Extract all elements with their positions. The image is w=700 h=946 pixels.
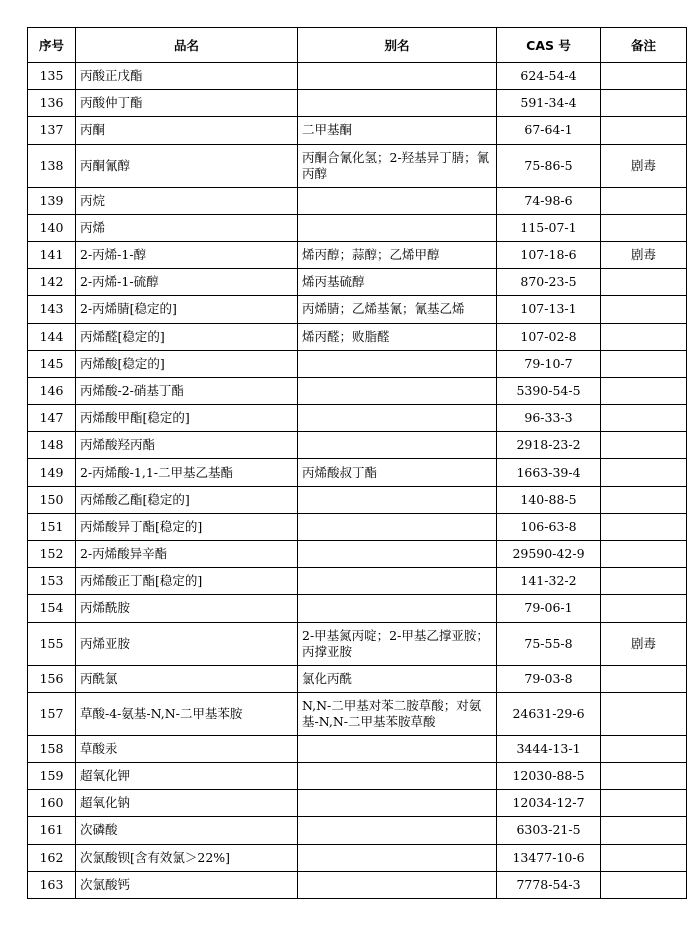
cas-number-cell: 75-55-8 [497,622,601,665]
table-row [28,63,687,90]
alias-cell [298,214,497,241]
alias-cell [298,817,497,844]
alias-cell: 丙烯酸叔丁酯 [298,459,497,486]
remarks-cell [601,432,687,459]
table-row [28,568,687,595]
remarks-cell [601,323,687,350]
serial-no-cell: 162 [28,844,76,871]
alias-cell [298,63,497,90]
serial-no-cell: 151 [28,513,76,540]
product-name-cell: 丙烯醛[稳定的] [76,323,298,350]
table-header-row [28,28,687,63]
cas-number-cell: 115-07-1 [497,214,601,241]
cas-number-cell: 141-32-2 [497,568,601,595]
product-name-cell: 丙烯酸正丁酯[稳定的] [76,568,298,595]
product-name-cell: 次磷酸 [76,817,298,844]
cas-number-cell: 140-88-5 [497,486,601,513]
alias-cell: 二甲基酮 [298,117,497,144]
alias-cell [298,541,497,568]
serial-no-cell: 159 [28,762,76,789]
product-name-cell: 2-丙烯酸-1,1-二甲基乙基酯 [76,459,298,486]
alias-cell: 2-甲基氮丙啶；2-甲基乙撑亚胺；丙撑亚胺 [298,622,497,665]
cas-number-cell: 12030-88-5 [497,762,601,789]
alias-cell [298,432,497,459]
remarks-cell [601,790,687,817]
alias-cell [298,187,497,214]
alias-cell [298,735,497,762]
table-row [28,296,687,323]
serial-no-cell: 157 [28,692,76,735]
table-row [28,269,687,296]
table-row [28,214,687,241]
cas-number-cell: 107-13-1 [497,296,601,323]
cas-number-cell: 106-63-8 [497,513,601,540]
product-name-cell: 丙烯酸-2-硝基丁酯 [76,377,298,404]
product-name-cell: 丙烯 [76,214,298,241]
cas-number-cell: 107-18-6 [497,241,601,268]
product-name-cell: 丙烯酸羟丙酯 [76,432,298,459]
remarks-cell [601,117,687,144]
serial-no-cell: 148 [28,432,76,459]
serial-no-cell: 163 [28,871,76,898]
remarks-cell [601,871,687,898]
cas-number-cell: 12034-12-7 [497,790,601,817]
header-alias: 别名 [298,28,497,63]
table-row [28,762,687,789]
table-row [28,595,687,622]
table-row [28,377,687,404]
alias-cell: 烯丙醇；蒜醇；乙烯甲醇 [298,241,497,268]
alias-cell [298,595,497,622]
remarks-cell [601,541,687,568]
remarks-cell [601,214,687,241]
cas-number-cell: 870-23-5 [497,269,601,296]
serial-no-cell: 155 [28,622,76,665]
alias-cell [298,90,497,117]
cas-number-cell: 3444-13-1 [497,735,601,762]
product-name-cell: 2-丙烯-1-醇 [76,241,298,268]
serial-no-cell: 146 [28,377,76,404]
serial-no-cell: 152 [28,541,76,568]
alias-cell [298,568,497,595]
cas-number-cell: 29590-42-9 [497,541,601,568]
serial-no-cell: 140 [28,214,76,241]
table-row [28,187,687,214]
remarks-cell [601,296,687,323]
remarks-cell [601,90,687,117]
remarks-cell [601,665,687,692]
alias-cell [298,871,497,898]
alias-cell [298,350,497,377]
serial-no-cell: 150 [28,486,76,513]
table-row [28,486,687,513]
cas-number-cell: 24631-29-6 [497,692,601,735]
cas-number-cell: 5390-54-5 [497,377,601,404]
chemical-catalog-table [27,27,687,899]
product-name-cell: 超氧化钠 [76,790,298,817]
alias-cell: 烯丙醛；败脂醛 [298,323,497,350]
alias-cell: 丙烯腈；乙烯基氰；氰基乙烯 [298,296,497,323]
cas-number-cell: 591-34-4 [497,90,601,117]
serial-no-cell: 143 [28,296,76,323]
header-remarks: 备注 [601,28,687,63]
table-row [28,459,687,486]
table-row [28,405,687,432]
remarks-cell [601,568,687,595]
product-name-cell: 丙酮氰醇 [76,144,298,187]
table-row [28,817,687,844]
table-row [28,513,687,540]
product-name-cell: 2-丙烯酸异辛酯 [76,541,298,568]
product-name-cell: 丙酸正戊酯 [76,63,298,90]
cas-number-cell: 74-98-6 [497,187,601,214]
product-name-cell: 丙酮 [76,117,298,144]
cas-number-cell: 6303-21-5 [497,817,601,844]
remarks-cell [601,735,687,762]
table-row [28,144,687,187]
cas-number-cell: 7778-54-3 [497,871,601,898]
remarks-cell [601,844,687,871]
remarks-cell [601,513,687,540]
cas-number-cell: 96-33-3 [497,405,601,432]
alias-cell: 氯化丙酰 [298,665,497,692]
alias-cell [298,762,497,789]
serial-no-cell: 139 [28,187,76,214]
alias-cell [298,486,497,513]
product-name-cell: 丙烯酸异丁酯[稳定的] [76,513,298,540]
serial-no-cell: 147 [28,405,76,432]
serial-no-cell: 156 [28,665,76,692]
product-name-cell: 丙烷 [76,187,298,214]
remarks-cell [601,692,687,735]
serial-no-cell: 153 [28,568,76,595]
table-row [28,790,687,817]
serial-no-cell: 141 [28,241,76,268]
table-row [28,844,687,871]
serial-no-cell: 135 [28,63,76,90]
remarks-cell [601,63,687,90]
serial-no-cell: 144 [28,323,76,350]
cas-number-cell: 13477-10-6 [497,844,601,871]
cas-number-cell: 67-64-1 [497,117,601,144]
cas-number-cell: 624-54-4 [497,63,601,90]
table-row [28,871,687,898]
alias-cell: 烯丙基硫醇 [298,269,497,296]
product-name-cell: 次氯酸钙 [76,871,298,898]
serial-no-cell: 161 [28,817,76,844]
remarks-cell: 剧毒 [601,622,687,665]
alias-cell [298,513,497,540]
table-row [28,692,687,735]
product-name-cell: 丙烯酸乙酯[稳定的] [76,486,298,513]
product-name-cell: 丙酰氯 [76,665,298,692]
product-name-cell: 丙烯酸[稳定的] [76,350,298,377]
remarks-cell [601,350,687,377]
product-name-cell: 丙烯亚胺 [76,622,298,665]
table-row [28,622,687,665]
table-row [28,665,687,692]
product-name-cell: 丙烯酰胺 [76,595,298,622]
serial-no-cell: 160 [28,790,76,817]
table-row [28,541,687,568]
cas-number-cell: 2918-23-2 [497,432,601,459]
serial-no-cell: 149 [28,459,76,486]
remarks-cell [601,762,687,789]
alias-cell: 丙酮合氰化氢；2-羟基异丁腈；氰丙醇 [298,144,497,187]
table-row [28,432,687,459]
alias-cell [298,377,497,404]
serial-no-cell: 137 [28,117,76,144]
serial-no-cell: 145 [28,350,76,377]
remarks-cell [601,405,687,432]
product-name-cell: 草酸汞 [76,735,298,762]
serial-no-cell: 142 [28,269,76,296]
serial-no-cell: 138 [28,144,76,187]
alias-cell [298,790,497,817]
remarks-cell [601,595,687,622]
product-name-cell: 超氧化钾 [76,762,298,789]
table-row [28,241,687,268]
alias-cell [298,844,497,871]
serial-no-cell: 136 [28,90,76,117]
remarks-cell [601,269,687,296]
cas-number-cell: 107-02-8 [497,323,601,350]
cas-number-cell: 79-10-7 [497,350,601,377]
product-name-cell: 次氯酸钡[含有效氯＞22%] [76,844,298,871]
table-row [28,117,687,144]
remarks-cell [601,377,687,404]
alias-cell [298,405,497,432]
product-name-cell: 2-丙烯腈[稳定的] [76,296,298,323]
cas-number-cell: 79-06-1 [497,595,601,622]
cas-number-cell: 75-86-5 [497,144,601,187]
remarks-cell: 剧毒 [601,241,687,268]
product-name-cell: 2-丙烯-1-硫醇 [76,269,298,296]
table-row [28,350,687,377]
serial-no-cell: 154 [28,595,76,622]
remarks-cell: 剧毒 [601,144,687,187]
cas-number-cell: 79-03-8 [497,665,601,692]
table-row [28,90,687,117]
remarks-cell [601,459,687,486]
remarks-cell [601,817,687,844]
product-name-cell: 丙酸仲丁酯 [76,90,298,117]
table-row [28,323,687,350]
header-product-name: 品名 [76,28,298,63]
header-serial-no: 序号 [28,28,76,63]
remarks-cell [601,187,687,214]
serial-no-cell: 158 [28,735,76,762]
table-row [28,735,687,762]
product-name-cell: 草酸-4-氨基-N,N-二甲基苯胺 [76,692,298,735]
header-cas-number: CAS 号 [497,28,601,63]
cas-number-cell: 1663-39-4 [497,459,601,486]
remarks-cell [601,486,687,513]
product-name-cell: 丙烯酸甲酯[稳定的] [76,405,298,432]
alias-cell: N,N-二甲基对苯二胺草酸；对氨基-N,N-二甲基苯胺草酸 [298,692,497,735]
